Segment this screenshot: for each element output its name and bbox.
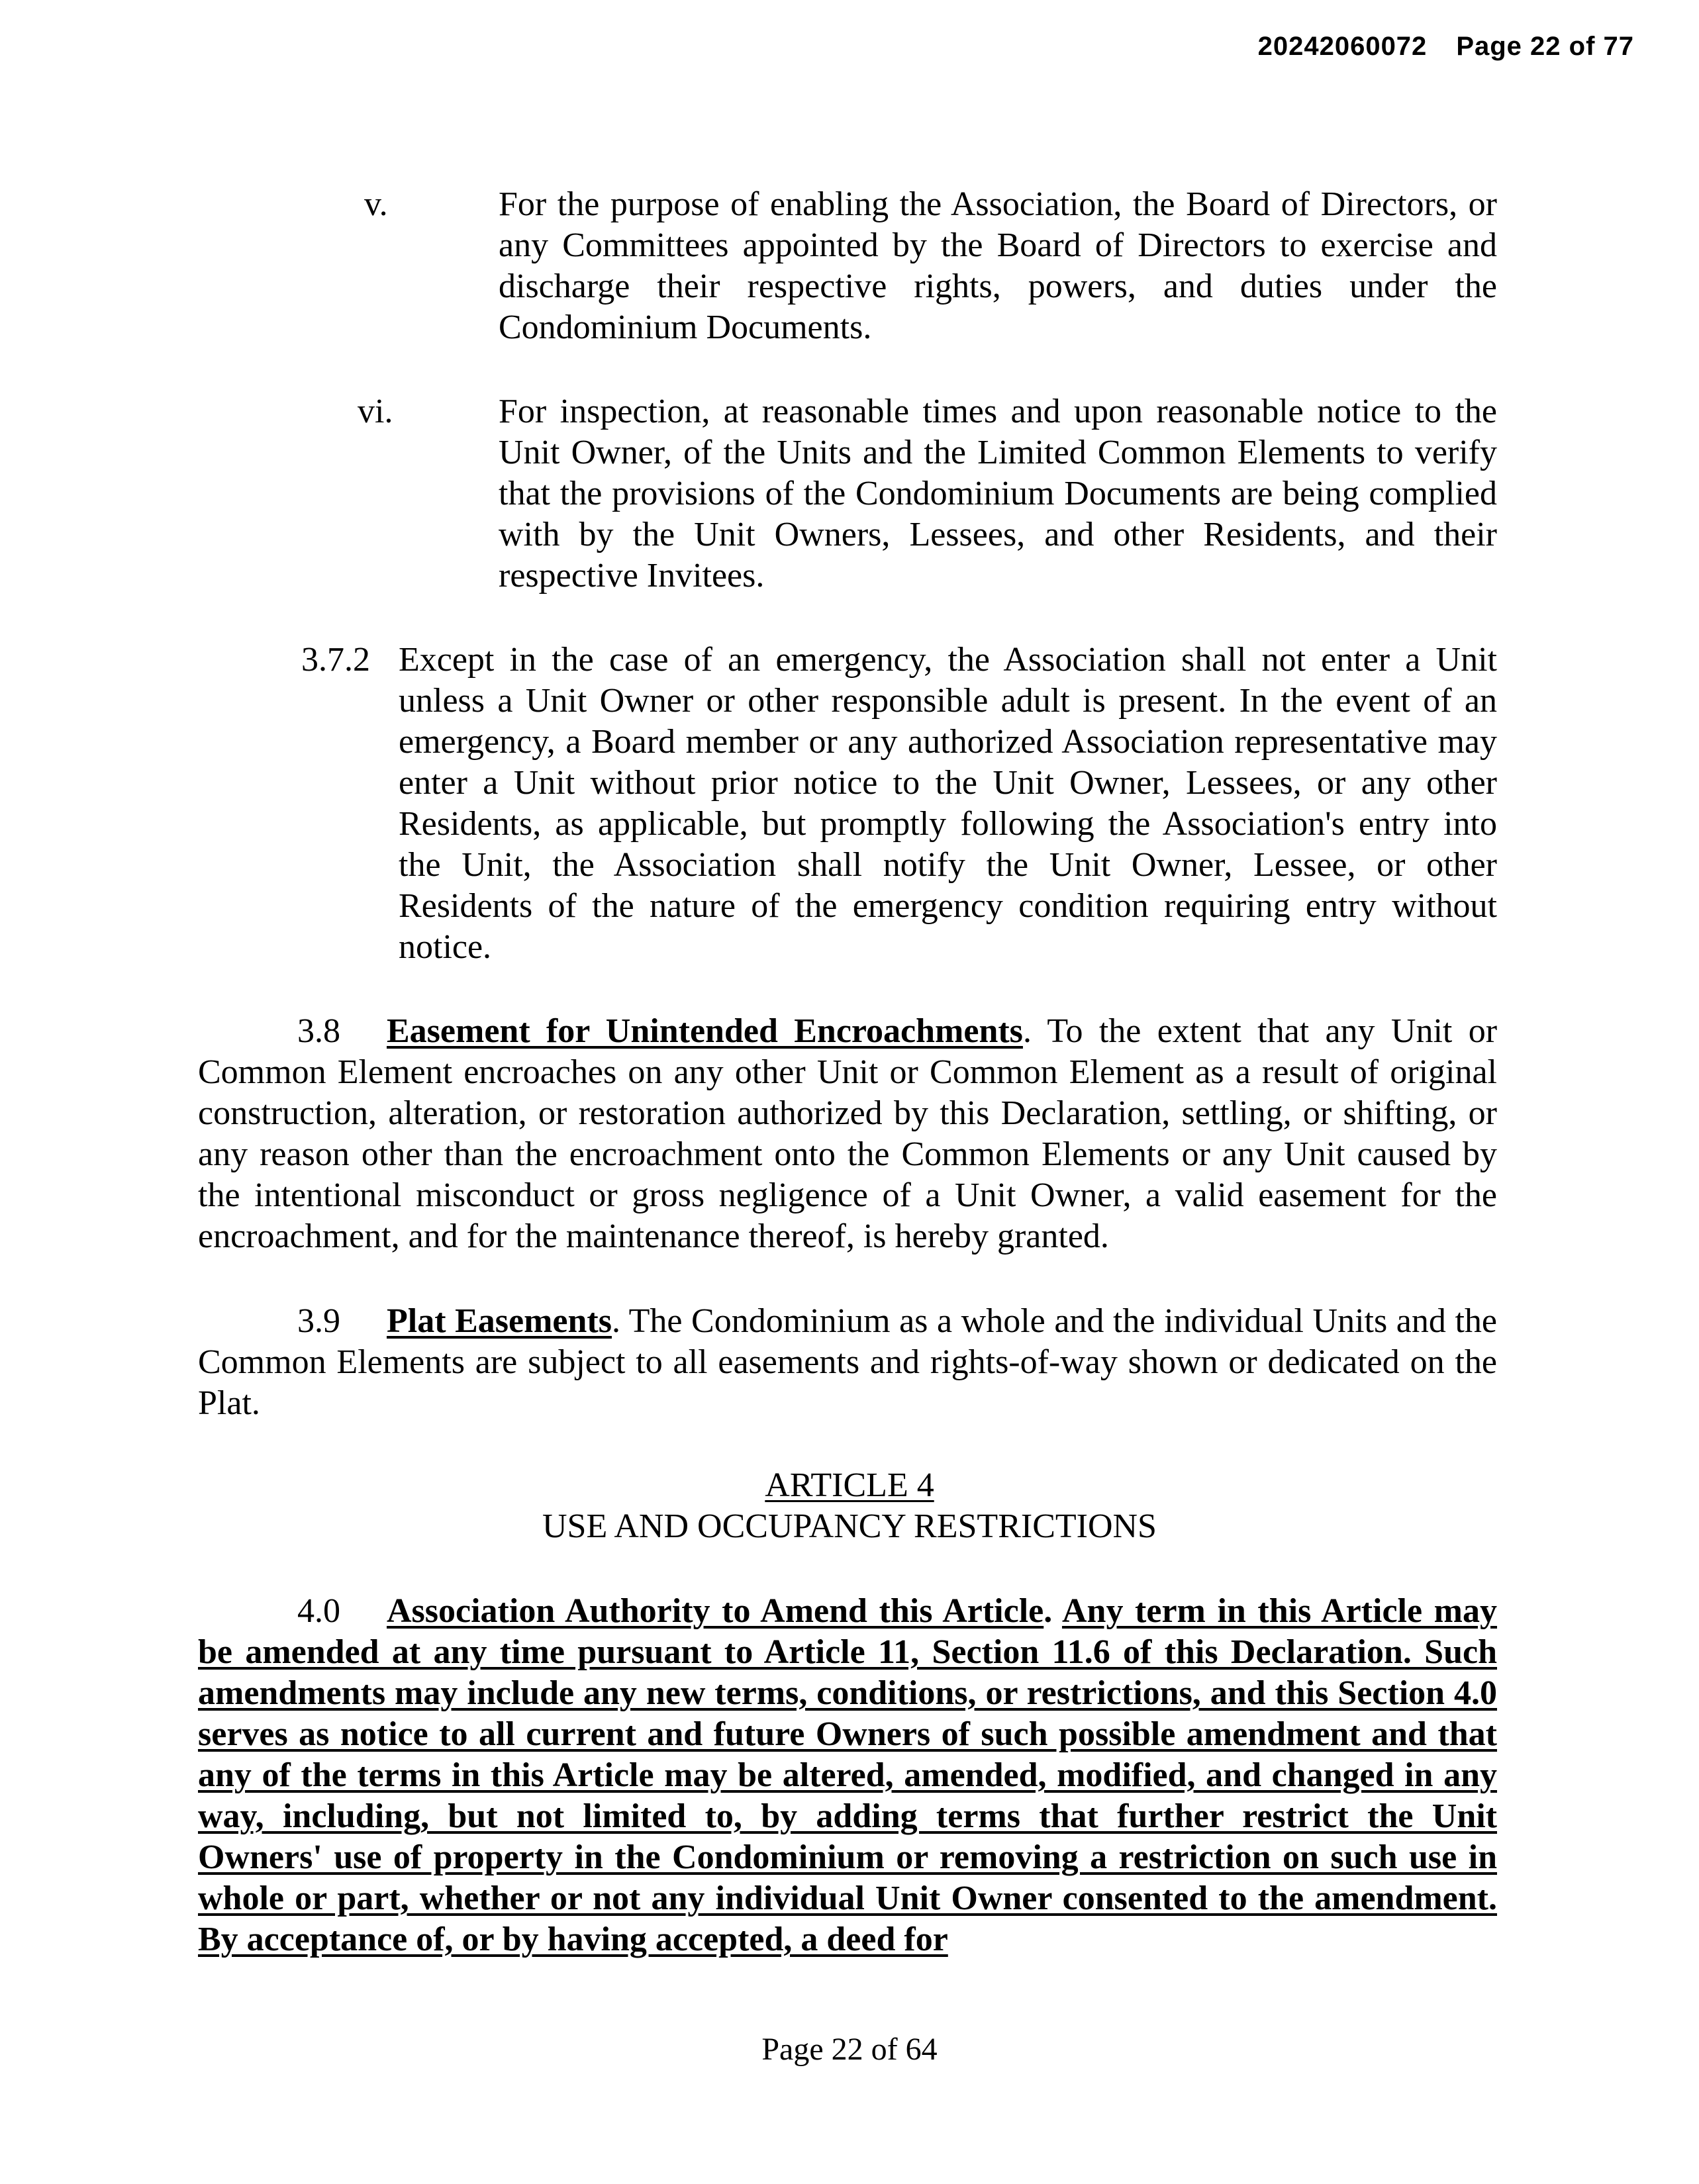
section-3-7-2-text: Except in the case of an emergency, the Association shall not enter a Unit unless a Unit Owner or other responsible adult is present. In the event of an emergency, a Board member or any authorized Association representative may enter a Unit without prior notice to the Unit Owner, Lessees, or any other Residents, as applicable, but promptly following the Association's entry into the Unit, the Association shall notify the Unit Owner, Lessee, or other Residents of the nature of the emergency condition requiring entry without notice. xyxy=(399,641,1497,966)
recording-stamp xyxy=(1258,32,1634,62)
page-footer: Page 22 of 64 xyxy=(761,2032,938,2067)
article-subtitle: USE AND OCCUPANCY RESTRICTIONS xyxy=(542,1507,1157,1545)
section-3-9-text: . The Condominium as a whole and the individual Units and the Common Elements are subject to all easements and rights-of-way shown or dedicated on the Plat. xyxy=(198,1302,1497,1422)
item-marker: vi. xyxy=(358,393,393,430)
section-heading: Association Authority to Amend this Article xyxy=(387,1592,1044,1630)
section-3-8-text: . To the extent that any Unit or Common Element encroaches on any other Unit or Common Element as a result of original construction, alteration, or restoration authorized by this Declaration, settling, or shifting, or any reason other than the encroachment onto the Common Elements or any Unit caused by the intentional misconduct or gross negligence of a Unit Owner, a valid easement for the encroachment, and for the maintenance thereof, is hereby granted. xyxy=(198,1012,1498,1255)
section-3-9 xyxy=(198,1301,1497,1424)
section-4-0-text: Any term in this Article may be amended at any time pursuant to Article 11, Section 11.6 of this Declaration. Such amendments may include any new terms, conditions, or restrictions, and this Section 4.0 serves as notice to all current and future Owners of such possible amendment and that any of the terms in this Article may be altered, amended, modified, and changed in any way, including, but not limited to, by adding terms that further restrict the Unit Owners' use of property in the Condominium or removing a restriction on such use in whole or part, whether or not any individual Unit Owner consented to the amendment. By acceptance of, or by having accepted, a deed for xyxy=(198,1592,1497,1958)
document-number: 20242060072 xyxy=(1257,32,1428,61)
section-heading: Easement for Unintended Encroachments xyxy=(387,1012,1023,1050)
article-heading xyxy=(0,1465,1699,1547)
section-number: 3.8 xyxy=(297,1012,340,1050)
recording-page-label: Page 22 of 77 xyxy=(1456,32,1634,61)
section-3-8 xyxy=(198,1011,1497,1257)
section-number: 4.0 xyxy=(297,1592,340,1630)
section-number: 3.9 xyxy=(297,1302,340,1340)
item-text: For the purpose of enabling the Association, the Board of Directors, or any Committees appointed by the Board of Directors to exercise and discharge their respective rights, powers, and duties under the Condominium Documents. xyxy=(499,185,1497,346)
section-number: 3.7.2 xyxy=(301,641,370,679)
section-heading: Plat Easements xyxy=(387,1302,612,1340)
item-text: For inspection, at reasonable times and upon reasonable notice to the Unit Owner, of the Units and the Limited Common Elements to verify that the provisions of the Condominium Documents are being complied with by the Unit Owners, Lessees, and other Residents, and their respective Invitees. xyxy=(499,393,1497,594)
article-title: ARTICLE 4 xyxy=(765,1466,934,1504)
item-marker: v. xyxy=(364,185,388,223)
heading-separator: . xyxy=(1044,1592,1062,1630)
section-4-0 xyxy=(198,1591,1497,1960)
